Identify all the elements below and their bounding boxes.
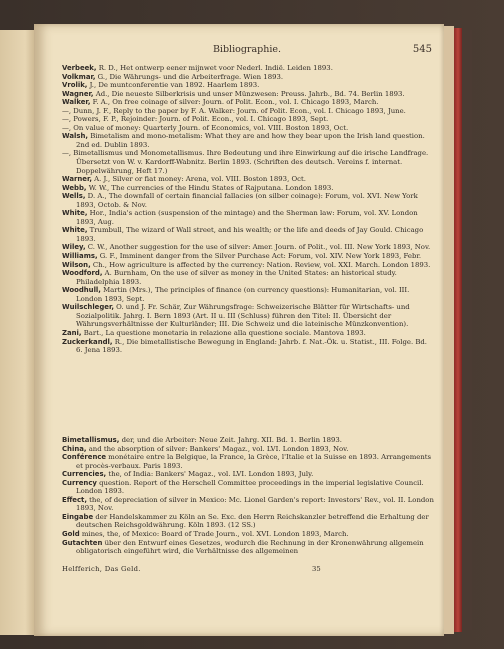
entry-author: Walsh, xyxy=(62,132,88,141)
bibliography-entry xyxy=(62,243,434,252)
entry-author: Wilson, xyxy=(62,260,91,269)
entry-text: A. Burnham, On the use of silver as money in the United States: an historical study. Philadelphia 1893. xyxy=(76,269,397,286)
entry-author: China, xyxy=(62,444,87,453)
entry-text: monétaire entre la Belgique, la France, la Grèce, l'Italie et la Suisse en 1893. Arrangements et procès-verbaux. Paris 1893. xyxy=(76,453,432,470)
bibliography-entry xyxy=(62,496,434,513)
entry-author: Volkmar, xyxy=(62,72,96,81)
sheet-number: 35 xyxy=(312,565,321,573)
entry-author: White, xyxy=(62,209,88,218)
entry-text: A. J., Silver or fiat money: Arena, vol. VIII. Boston 1893, Oct. xyxy=(91,175,306,184)
entry-text: F. A., On free coinage of silver: Journ. of Polit. Econ., vol. I. Chicago 1893, March. xyxy=(90,98,379,107)
entry-text: Ch., How agriculture is affected by the currency: Nation. Review, vol. XXI. March. London 1893. xyxy=(90,260,431,269)
entry-text: R., Die bimetallistische Bewegung in England: Jahrb. f. Nat.-Ök. u. Statist., III. Folge. Bd. 6. Jena 1893. xyxy=(76,337,427,355)
bibliography-entry xyxy=(62,329,434,338)
entry-text: G., Die Währungs- und die Arbeiterfrage. Wien 1893. xyxy=(95,72,284,81)
bibliography-entry xyxy=(62,338,434,355)
entry-text: mines, the, of Mexico: Board of Trade Journ., vol. XVI. London 1893, March. xyxy=(79,530,349,539)
entry-text: C. W., Another suggestion for the use of silver: Amer. Journ. of Polit., vol. III. New York 1893, Nov. xyxy=(85,243,431,252)
entry-author: Walker, xyxy=(62,98,91,107)
bibliography-entry xyxy=(62,470,434,479)
entry-author: Woodford, xyxy=(62,269,103,278)
page-stack-edge xyxy=(444,26,454,634)
entry-author: Wagner, xyxy=(62,89,94,98)
bibliography-entry xyxy=(62,479,434,496)
entry-text: —, Powers, F. P., Rejoinder: Journ. of Polit. Econ., vol. I. Chicago 1893, Sept. xyxy=(62,115,329,124)
entry-text: W. W., The currencies of the Hindu States of Rajputana. London 1893. xyxy=(86,183,334,192)
bibliography-entry xyxy=(62,149,434,175)
bibliography-entry xyxy=(62,90,434,99)
bibliography-entry xyxy=(62,124,434,133)
bibliography-entry xyxy=(62,436,434,445)
bibliography-entry xyxy=(62,73,434,82)
entry-author: Verbeek, xyxy=(62,64,97,72)
bibliography-entry xyxy=(62,445,434,454)
entry-author: White, xyxy=(62,226,88,235)
entry-author: Vrolik, xyxy=(62,81,88,90)
bibliography-entry xyxy=(62,226,434,243)
entry-author: Gutachten xyxy=(62,538,103,547)
bibliography-block-anonymous xyxy=(62,436,434,556)
entry-text: Ad., Die neueste Silberkrisis und unser Münzwesen: Preuss. Jahrb., Bd. 74. Berlin 1893. xyxy=(93,89,405,98)
bibliography-entry xyxy=(62,261,434,270)
entry-text: der Handelskammer zu Köln an Se. Exc. den Herrn Reichskanzler betreffend die Erhaltung der deutschen Reichsgoldwährung. Köln 1893. (12 SS.) xyxy=(76,512,429,530)
bibliography-entry xyxy=(62,539,434,556)
entry-author: Wells, xyxy=(62,192,86,201)
entry-text: der, und die Arbeiter: Neue Zeit. Jahrg. XII. Bd. 1. Berlin 1893. xyxy=(119,436,342,444)
entry-text: O. und J. Fr. Schär, Zur Währungsfrage: Schweizerische Blätter für Wirtschafts- und Sozialpolitik. Jahrg. I. Bern 1893 (Art. II u. III (Schluss) führen den Titel: II. Übersicht der Währungsverhältnisse der Kulturländer; III. Die Schweiz und die lateinische Münzkonvention). xyxy=(76,303,410,329)
bibliography-entry xyxy=(62,132,434,149)
bibliography-entry xyxy=(62,98,434,107)
signature-mark: Helfferich, Das Geld. xyxy=(62,565,141,573)
entry-author: Wiley, xyxy=(62,243,86,252)
entry-author: Zuckerkandl, xyxy=(62,337,113,346)
bibliography-entry xyxy=(62,513,434,530)
bibliography-entry xyxy=(62,269,434,286)
entry-author: Gold xyxy=(62,530,80,539)
entry-author: Conférence xyxy=(62,453,107,462)
entry-author: Zani, xyxy=(62,328,82,337)
entry-text: —, On value of money: Quarterly Journ. of Economics, vol. VIII. Boston 1893, Oct. xyxy=(62,123,349,132)
entry-text: —, Bimetallismus und Monometallismus. Ihre Bedeutung und ihre Einwirkung auf die irische Landfrage. Übersetzt von W. v. Kardorff-Wabnitz. Berlin 1893. (Schriften des deutsch. Vereins f. internat. Doppelwährung, Heft 17.) xyxy=(62,149,429,175)
entry-text: Trumbull, The wizard of Wall street, and his wealth; or the life and deeds of Jay Gould. Chicago 1893. xyxy=(76,226,424,243)
bibliography-entry xyxy=(62,530,434,539)
entry-text: über den Entwurf eines Gesetzes, wodurch die Rechnung in der Kronenwährung allgemein obligatorisch eingeführt wird, die Verhältnisse des allgemeinen xyxy=(76,538,424,556)
entry-text: Hor., India's action (suspension of the mintage) and the Sherman law: Forum, vol. XV. London 1893, Aug. xyxy=(76,209,418,226)
entry-text: the, of depreciation of silver in Mexico: Mc. Lionel Garden's report: Investors' Rev., vol. II. London 1893, Nov. xyxy=(76,495,434,513)
entry-author: Woodhull, xyxy=(62,286,101,295)
bibliography-entry xyxy=(62,209,434,226)
bibliography-entry xyxy=(62,175,434,184)
entry-text: question. Report of the Herschell Committee proceedings in the imperial legislative Council. London 1893. xyxy=(76,478,424,496)
entry-author: Effect, xyxy=(62,495,87,504)
entry-text: R. D., Het ontwerp eener mijnwet voor Nederl. Indië. Leiden 1893. xyxy=(96,64,333,72)
entry-author: Bimetallismus, xyxy=(62,436,120,444)
entry-text: G. F., Imminent danger from the Silver Purchase Act: Forum, vol. XIV. New York 1893, Febr. xyxy=(97,252,422,261)
page-number: 545 xyxy=(412,44,432,55)
bibliography-entry xyxy=(62,184,434,193)
entry-text: D. A., The downfall of certain financial fallacies (on silber coinage): Forum, vol. XVI. New York 1893, Octob. & Nov. xyxy=(76,192,418,209)
bibliography-entry xyxy=(62,115,434,124)
page-footer xyxy=(62,565,434,575)
entry-text: —, Dunn, J. F., Reply to the paper by F. A. Walker: Journ. of Polit. Econ., vol. I. Chicago 1893, June. xyxy=(62,106,406,115)
bibliography-entry xyxy=(62,81,434,90)
bibliography-entry xyxy=(62,286,434,303)
left-page-edge xyxy=(0,30,36,635)
entry-author: Eingabe xyxy=(62,512,94,521)
entry-author: Wuilschleger, xyxy=(62,303,114,312)
entry-text: Martin (Mrs.), The principles of finance (on currency questions): Humanitarian, vol. III. London 1893, Sept. xyxy=(76,286,410,303)
running-title: Bibliographie. xyxy=(212,44,282,55)
book-cover-edge xyxy=(462,30,472,630)
entry-text: Bart., La questione monetaria in relazione alla questione sociale. Mantova 1893. xyxy=(81,328,366,337)
entry-author: Williams, xyxy=(62,252,98,261)
bibliography-block-authors xyxy=(62,64,434,355)
entry-author: Currency xyxy=(62,478,97,487)
bibliography-entry xyxy=(62,107,434,116)
bibliography-entry xyxy=(62,252,434,261)
bibliography-entry xyxy=(62,192,434,209)
entry-text: and the absorption of silver: Bankers' Magaz., vol. LVI. London 1893, Nov. xyxy=(86,444,349,453)
entry-text: Bimetalism and mono-metalism: What they are and how they bear upon the Irish land question. 2nd ed. Dublin 1893. xyxy=(76,132,425,149)
entry-text: the, of India: Bankers' Magaz., vol. LVI. London 1893, July. xyxy=(106,470,314,479)
page-header xyxy=(62,44,432,58)
bibliography-entry xyxy=(62,453,434,470)
entry-text: J., De muntconferentie van 1892. Haarlem 1893. xyxy=(87,81,260,90)
bibliography-entry xyxy=(62,303,434,329)
entry-author: Warner, xyxy=(62,175,92,184)
entry-author: Currencies, xyxy=(62,470,107,479)
red-page-edge xyxy=(454,28,462,632)
bibliography-entry xyxy=(62,64,434,73)
entry-author: Webb, xyxy=(62,183,87,192)
